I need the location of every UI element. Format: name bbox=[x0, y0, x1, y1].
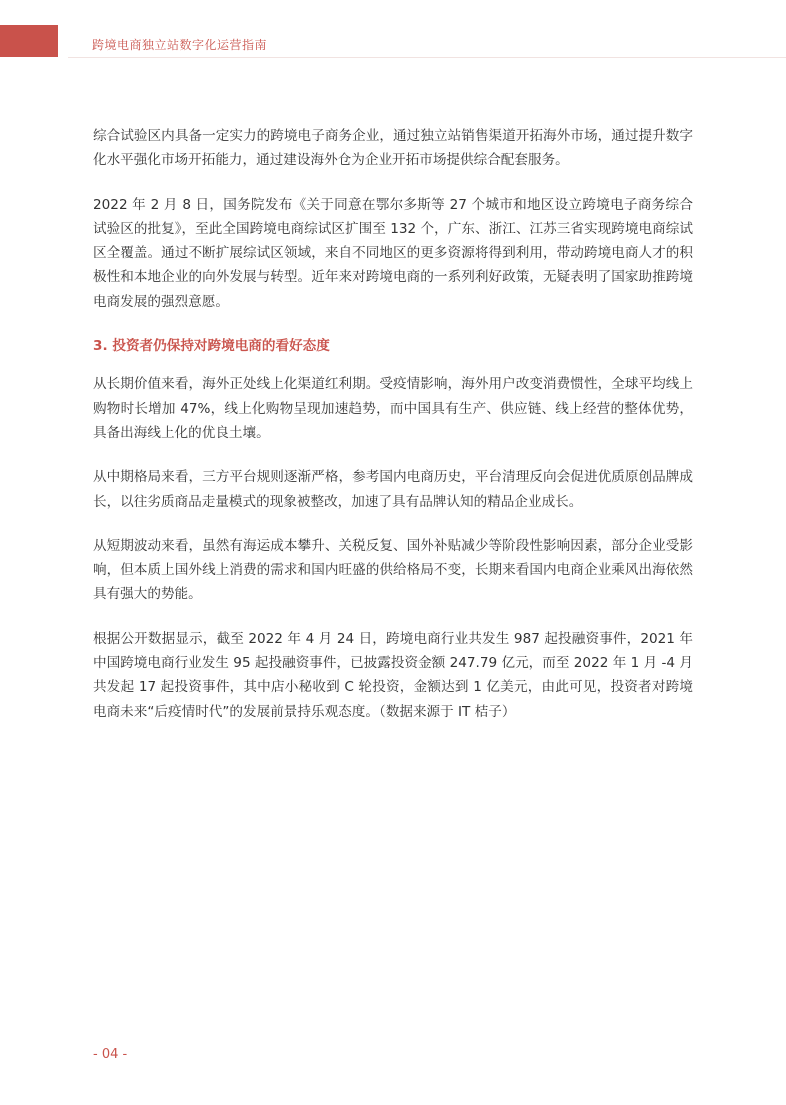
section-paragraph-long-term: 从长期价值来看，海外正处线上化渠道红利期。受疫情影响，海外用户改变消费惯性，全球平均线上购物时长增加 47%，线上化购物呈现加速趋势，而中国具有生产、供应链、线上经营的整体优势，具备出海线上化的优良土壤。 bbox=[93, 376, 693, 441]
section-heading: 3. 投资者仍保持对跨境电商的看好态度 bbox=[93, 338, 330, 355]
section-paragraph-investment-data: 根据公开数据显示，截至 2022 年 4 月 24 日，跨境电商行业共发生 987 起投融资事件，2021 年中国跨境电商行业发生 95 起投融资事件，已披露投资金额 247.79 亿元，而至 2022 年 1 月 -4 月共发起 17 起投资事件，其中店小秘收到 C 轮投资，金额达到 1 亿美元，由此可见，投资者对跨境电商未来“后疫情时代”的发展前景持乐观态度。（数据来源于 IT 桔子） bbox=[93, 630, 693, 720]
header-divider bbox=[68, 57, 786, 58]
section-paragraph-mid-term: 从中期格局来看，三方平台规则逐渐严格，参考国内电商历史，平台清理反向会促进优质原创品牌成长，以往劣质商品走量模式的现象被整改，加速了具有品牌认知的精品企业成长。 bbox=[93, 469, 693, 510]
body-paragraph-1: 综合试验区内具备一定实力的跨境电子商务企业，通过独立站销售渠道开拓海外市场，通过提升数字化水平强化市场开拓能力，通过建设海外仓为企业开拓市场提供综合配套服务。 bbox=[93, 128, 693, 169]
body-paragraph-2: 2022 年 2 月 8 日，国务院发布《关于同意在鄂尔多斯等 27 个城市和地区设立跨境电子商务综合试验区的批复》，至此全国跨境电商综试区扩围至 132 个，广东、浙江、江苏三省实现跨境电商综试区全覆盖。通过不断扩展综试区领域，来自不同地区的更多资源将得到利用，带动跨境电商人才的积极性和本地企业的向外发展与转型。近年来对跨境电商的一系列利好政策，无疑表明了国家助推跨境电商发展的强烈意愿。 bbox=[93, 196, 693, 310]
section-paragraph-short-term: 从短期波动来看，虽然有海运成本攀升、关税反复、国外补贴减少等阶段性影响因素，部分企业受影响，但本质上国外线上消费的需求和国内旺盛的供给格局不变，长期来看国内电商企业乘风出海依然具有强大的势能。 bbox=[93, 537, 693, 603]
document-title: 跨境电商独立站数字化运营指南 bbox=[92, 38, 268, 52]
main-content bbox=[93, 124, 693, 744]
page-number: - 04 - bbox=[93, 1047, 128, 1062]
header-accent-bar bbox=[0, 25, 58, 57]
